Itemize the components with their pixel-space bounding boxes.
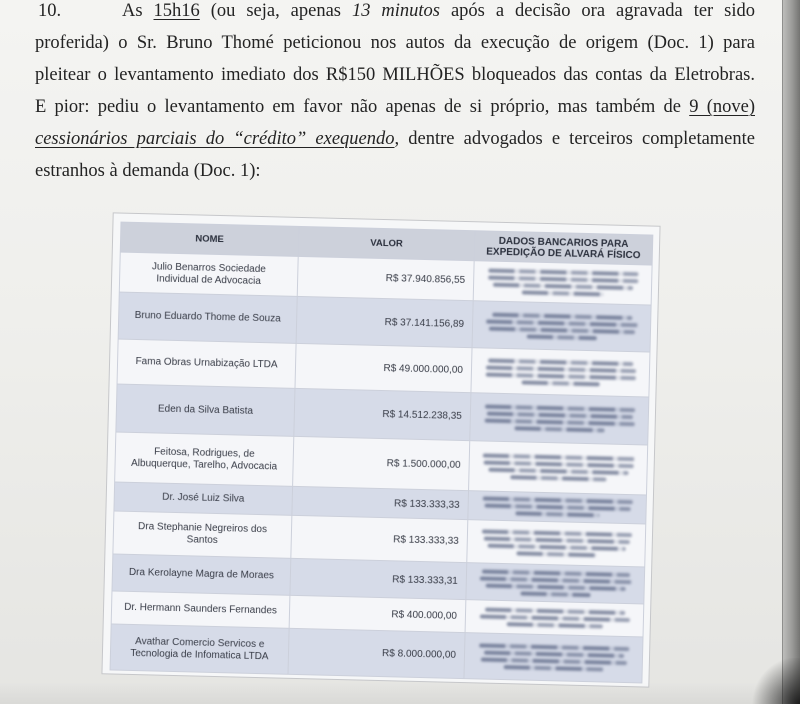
redacted-line [484,504,630,512]
redacted-line [486,365,636,373]
name-cell [118,292,297,343]
redacted-bank-details [474,453,642,482]
redacted-line [503,665,603,671]
redacted-line [479,576,631,584]
text-run: (ou seja, apenas [199,1,352,21]
text-run: As [122,1,154,21]
redacted-line [480,657,626,665]
beneficiary-name: Dr. José Luiz Silva [162,491,245,505]
value-cell: R$ 133.333,33 [291,515,468,562]
paragraph-line [35,0,755,27]
beneficiary-name: Eden da Silva Batista [157,403,254,417]
redacted-line [488,276,638,284]
redacted-bank-details [476,404,644,433]
redacted-line [493,283,633,290]
redacted-line [486,412,632,420]
name-cell [110,624,289,674]
redacted-line [482,569,630,577]
beneficiary-name: Dra Kerolayne Magra de Moraes [128,566,275,582]
table-body [110,252,652,683]
beneficiaries-table [110,222,654,684]
value-cell: R$ 8.000.000,00 [288,628,465,678]
name-cell [117,339,296,388]
text-run: estranhos à demanda (Doc. 1): [35,161,261,181]
bank-details-cell [473,261,652,305]
beneficiary-name: Dr. Hermann Saunders Fernandes [124,601,278,617]
bank-details-cell [471,348,650,397]
redacted-line [486,319,638,327]
bank-details-cell [467,520,646,567]
bank-details-cell [468,491,647,524]
redacted-line [520,591,590,597]
redacted-line [492,312,632,319]
redacted-line [482,453,634,461]
text-run: proferida) o Sr. Bruno Thomé peticionou nos autos da execução de origem (Doc. 1) para [35,33,755,53]
name-cell [119,252,298,296]
redacted-bank-details [477,358,645,387]
redacted-line [488,326,634,334]
redacted-line [484,419,634,427]
beneficiary-name: Fama Obras Urnabização LTDA [135,355,278,371]
text-run: após a decisão ora agravada ter sido [440,1,756,21]
paragraph-line [35,27,755,59]
name-cell [113,511,292,558]
paragraph-line [35,91,755,123]
paragraph-line [35,123,755,155]
redacted-line [488,358,633,366]
redacted-line [484,651,624,658]
count-reference: 9 (nove) [689,97,755,117]
name-cell [115,432,294,486]
redacted-line [485,608,625,615]
corner-shadow [730,658,800,704]
beneficiary-name: Bruno Eduardo Thome de Souza [134,309,281,325]
redacted-bank-details [479,268,647,297]
value-cell: R$ 400.000,00 [289,595,466,632]
redacted-line [487,543,625,550]
value-cell: R$ 133.333,31 [290,558,467,599]
emphasis-cessionarios: cessionários parciais do “crédito” exequendo [35,129,395,149]
name-cell [112,554,291,595]
bank-details-cell [464,633,643,683]
value-cell: R$ 14.512.238,35 [294,388,471,440]
redacted-line [506,622,602,628]
value-cell: R$ 37.940.856,55 [297,256,474,300]
redacted-line [483,461,633,469]
redacted-bank-details [472,569,640,598]
value-cell: R$ 133.333,33 [292,486,469,519]
redacted-line [488,269,638,277]
beneficiary-name: Avathar Comercio Servicos e Tecnologia de Infomatica LTDA [130,635,269,662]
paragraph-line [35,155,755,187]
paragraph-line-text [122,0,755,27]
emphasis-minutes: 13 minutos [351,1,441,21]
paragraph-number: 10. [38,1,62,21]
redacted-bank-details [478,312,646,341]
redacted-line [485,583,625,590]
time-reference: 15h16 [153,1,200,21]
value-cell: R$ 37.141.156,89 [296,296,473,347]
page-shadow [0,682,800,704]
paragraph-10 [35,0,755,187]
name-cell [114,482,293,515]
bank-details-cell [469,441,648,495]
name-cell [116,384,295,436]
paragraph-line [35,59,755,91]
redacted-line [488,468,628,475]
redacted-line [479,614,629,622]
redacted-line [485,405,635,413]
header-bank-details [474,231,653,265]
bank-details-cell [465,600,644,637]
bank-details-cell [466,563,645,604]
redacted-line [521,380,599,386]
redacted-bank-details [473,496,640,518]
redacted-bank-details [471,607,638,629]
header-value: VALOR [298,226,475,260]
redacted-line [521,290,603,296]
text-run: pleitear o levantamento imediato dos R$150 MILHÕES bloqueados das contas da Eletrobras. [35,65,755,85]
paper-edge [782,0,800,704]
bank-details-cell [470,393,649,445]
pasted-table-image [101,212,660,687]
redacted-line [482,529,632,537]
beneficiary-name: Feitosa, Rodrigues, de Albuquerque, Tarelho, Advocacia [130,445,278,472]
redacted-bank-details [470,643,638,672]
redacted-line [514,426,604,432]
beneficiary-name: Dra Stephanie Negreiros dos Santos [137,521,268,547]
beneficiary-name: Julio Benarros Sociedade Individual de Advocacia [151,260,267,287]
redacted-line [485,372,635,380]
name-cell [111,591,290,628]
redacted-line [482,496,632,504]
redacted-line [510,475,606,481]
text-run: , dentre advogados e terceiros completamente [394,129,755,149]
value-cell: R$ 49.000.000,00 [295,343,472,392]
redacted-line [516,551,596,557]
redacted-line [479,643,629,651]
header-bank-label: DADOS BANCARIOS PARA EXPEDIÇÃO DE ALVARÁ FÍSICO [486,235,641,261]
redacted-line [515,511,599,517]
text-run: E pior: pediu o levantamento em favor não apenas de si próprio, mas também de [35,97,690,117]
bank-details-cell [472,301,651,352]
redacted-line [526,334,596,340]
header-name: NOME [120,222,299,256]
redacted-line [483,536,629,544]
value-cell: R$ 1.500.000,00 [293,436,470,490]
redacted-bank-details [472,529,640,558]
